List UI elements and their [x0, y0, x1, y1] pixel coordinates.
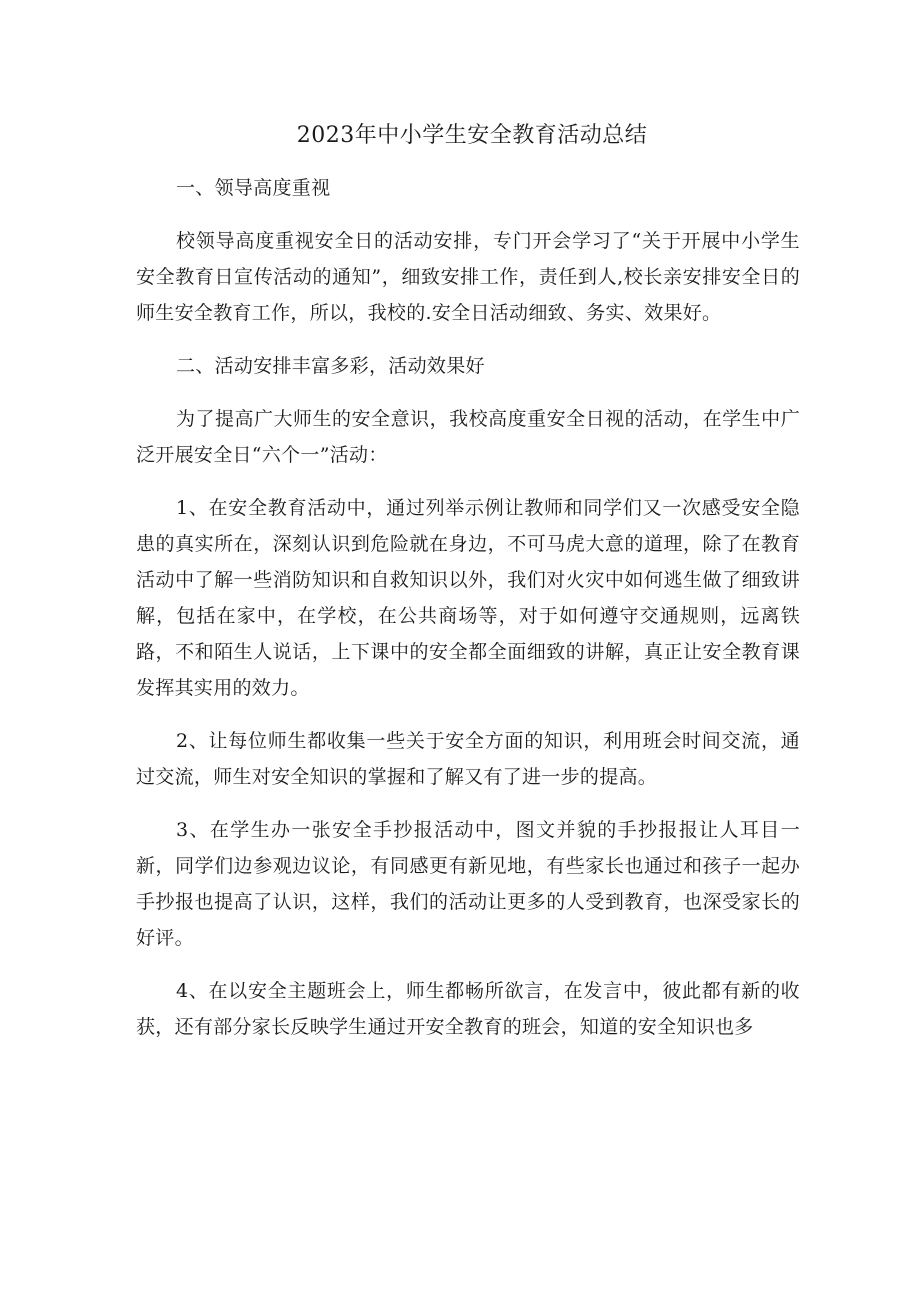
paragraph-leadership: 校领导高度重视安全日的活动安排，专门开会学习了“关于开展中小学生安全教育日宣传活动的通知”，细致安排工作，责任到人,校长亲安排安全日的师生安全教育工作，所以，我校的.安全日活动细致、务实、效果好。 — [136, 230, 800, 324]
paragraph-item-3: 3、在学生办一张安全手抄报活动中，图文并貌的手抄报报让人耳目一新，同学们边参观边议论，有同感更有新见地，有些家长也通过和孩子一起办手抄报也提高了认识，这样，我们的活动让更多的人受到教育，也深受家长的好评。 — [136, 819, 800, 949]
paragraph-item-2: 2、让每位师生都收集一些关于安全方面的知识，利用班会时间交流，通过交流，师生对安全知识的掌握和了解又有了进一步的提高。 — [136, 730, 800, 788]
paragraph-item-4: 4、在以安全主题班会上，师生都畅所欲言，在发言中，彼此都有新的收获，还有部分家长反映学生通过开安全教育的班会，知道的安全知识也多 — [136, 980, 800, 1038]
paragraph-item-1: 1、在安全教育活动中，通过列举示例让教师和同学们又一次感受安全隐患的真实所在，深刻认识到危险就在身边，不可马虎大意的道理，除了在教育活动中了解一些消防知识和自救知识以外，我们对火灾中如何逃生做了细致讲解，包括在家中，在学校，在公共商场等，对于如何遵守交通规则，远离铁路，不和陌生人说话，上下课中的安全都全面细致的讲解，真正让安全教育课发挥其实用的效力。 — [136, 497, 800, 699]
section-heading-activities: 二、活动安排丰富多彩，活动效果好 — [176, 355, 485, 377]
document-title: 2023年中小学生安全教育活动总结 — [296, 123, 648, 148]
document-body — [136, 118, 800, 1062]
section-heading-leadership: 一、领导高度重视 — [176, 177, 331, 199]
paragraph-intro: 为了提高广大师生的安全意识，我校高度重安全日视的活动，在学生中广泛开展安全日“六个一”活动： — [136, 408, 800, 466]
